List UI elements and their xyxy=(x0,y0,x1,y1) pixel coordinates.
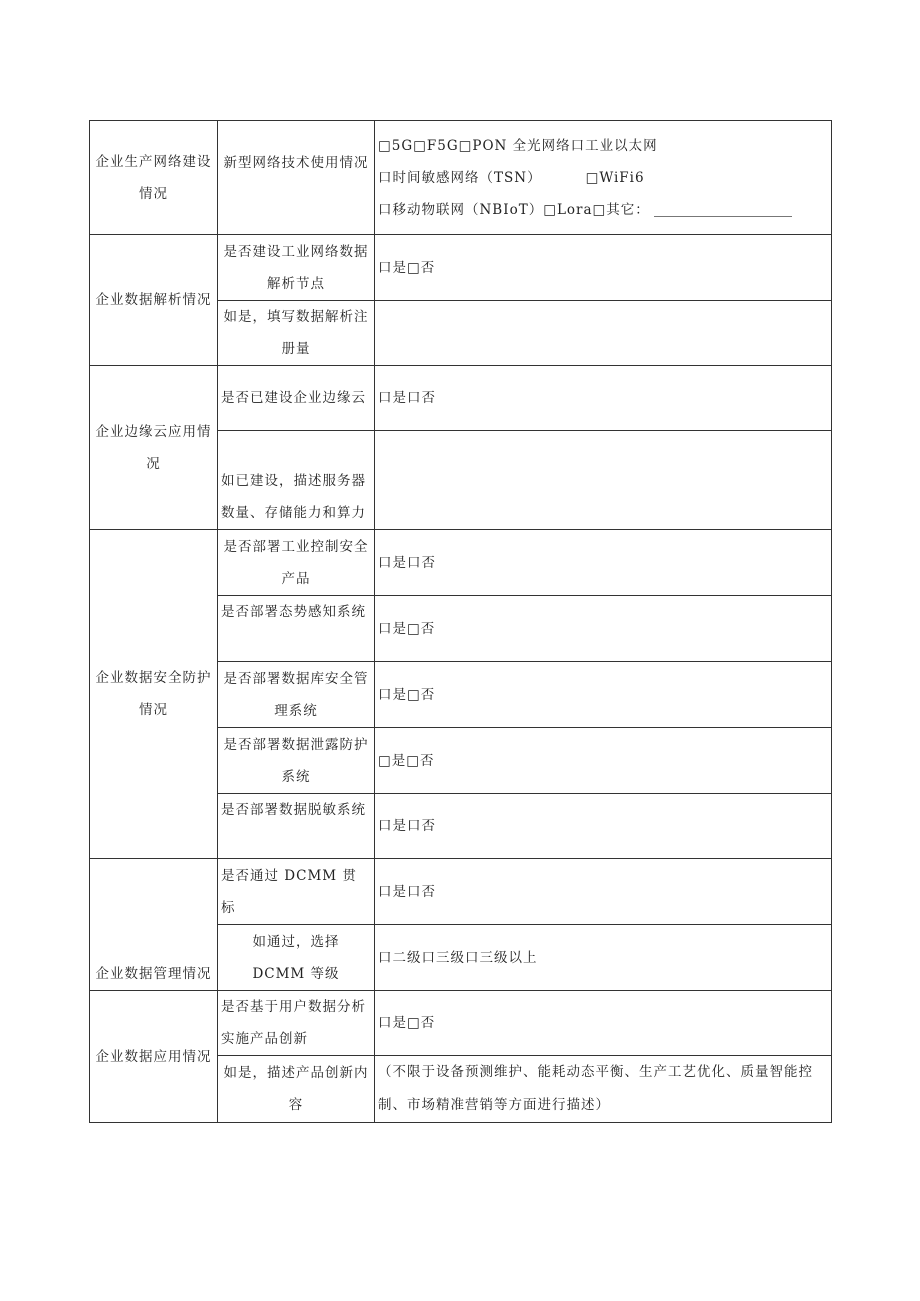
enterprise-survey-table xyxy=(89,120,832,1123)
answer-dcmm-level[interactable]: 口二级口三级口三级以上 xyxy=(375,925,832,991)
table-row xyxy=(90,530,832,596)
question-edge-cloud-detail: 如已建设，描述服务器数量、存储能力和算力 xyxy=(218,431,375,530)
category-data-management: 企业数据管理情况 xyxy=(90,859,218,991)
answer-innovation-detail[interactable]: （不限于设备预测维护、能耗动态平衡、生产工艺优化、质量智能控制、市场精准营销等方面进行描述） xyxy=(375,1056,832,1123)
question-dlp: 是否部署数据泄露防护系统 xyxy=(218,728,375,794)
option-tsn[interactable]: 口时间敏感网络（TSN） xyxy=(378,169,542,186)
table-row xyxy=(90,235,832,301)
table-row xyxy=(90,859,832,925)
answer-desensitization[interactable]: 口是口否 xyxy=(375,794,832,859)
question-desensitization: 是否部署数据脱敏系统 xyxy=(218,794,375,859)
question-network-tech: 新型网络技术使用情况 xyxy=(218,121,375,235)
options-line-3 xyxy=(378,194,828,226)
question-db-security: 是否部署数据库安全管理系统 xyxy=(218,662,375,728)
question-product-innovation: 是否基于用户数据分析实施产品创新 xyxy=(218,991,375,1056)
dcmm-level-line-2: DCMM 等级 xyxy=(252,965,340,982)
answer-product-innovation[interactable]: 口是□否 xyxy=(375,991,832,1056)
question-ics-security: 是否部署工业控制安全产品 xyxy=(218,530,375,596)
answer-resolution-node[interactable]: 口是□否 xyxy=(375,235,832,301)
answer-resolution-count[interactable] xyxy=(375,301,832,366)
category-edge-cloud: 企业边缘云应用情况 xyxy=(90,366,218,530)
category-network: 企业生产网络建设情况 xyxy=(90,121,218,235)
question-dcmm-level xyxy=(218,925,375,991)
category-data-resolution: 企业数据解析情况 xyxy=(90,235,218,366)
answer-dcmm[interactable]: 口是口否 xyxy=(375,859,832,925)
options-line-1[interactable]: □5G□F5G□PON 全光网络口工业以太网 xyxy=(378,137,658,154)
other-blank-field[interactable] xyxy=(654,202,792,217)
table-row xyxy=(90,991,832,1056)
table-row xyxy=(90,366,832,431)
question-resolution-node: 是否建设工业网络数据解析节点 xyxy=(218,235,375,301)
option-iot-lora-other[interactable]: 口移动物联网（NBIoT）□Lora□其它： xyxy=(378,201,650,218)
answer-edge-cloud[interactable]: 口是口否 xyxy=(375,366,832,431)
answer-situation-awareness[interactable]: 口是□否 xyxy=(375,596,832,662)
option-wifi6[interactable]: □WiFi6 xyxy=(585,169,645,186)
category-data-application: 企业数据应用情况 xyxy=(90,991,218,1123)
table-row xyxy=(90,121,832,235)
answer-dlp[interactable]: □是□否 xyxy=(375,728,832,794)
answer-ics-security[interactable]: 口是口否 xyxy=(375,530,832,596)
question-situation-awareness: 是否部署态势感知系统 xyxy=(218,596,375,662)
question-innovation-detail: 如是，描述产品创新内容 xyxy=(218,1056,375,1123)
answer-edge-cloud-detail[interactable] xyxy=(375,431,832,530)
network-options xyxy=(375,121,832,235)
question-dcmm: 是否通过 DCMM 贯标 xyxy=(218,859,375,925)
answer-db-security[interactable]: 口是□否 xyxy=(375,662,832,728)
options-line-2 xyxy=(378,162,828,194)
question-resolution-count: 如是，填写数据解析注册量 xyxy=(218,301,375,366)
category-data-security: 企业数据安全防护情况 xyxy=(90,530,218,859)
dcmm-level-line-1: 如通过，选择 xyxy=(252,933,340,950)
question-edge-cloud: 是否已建设企业边缘云 xyxy=(218,366,375,431)
